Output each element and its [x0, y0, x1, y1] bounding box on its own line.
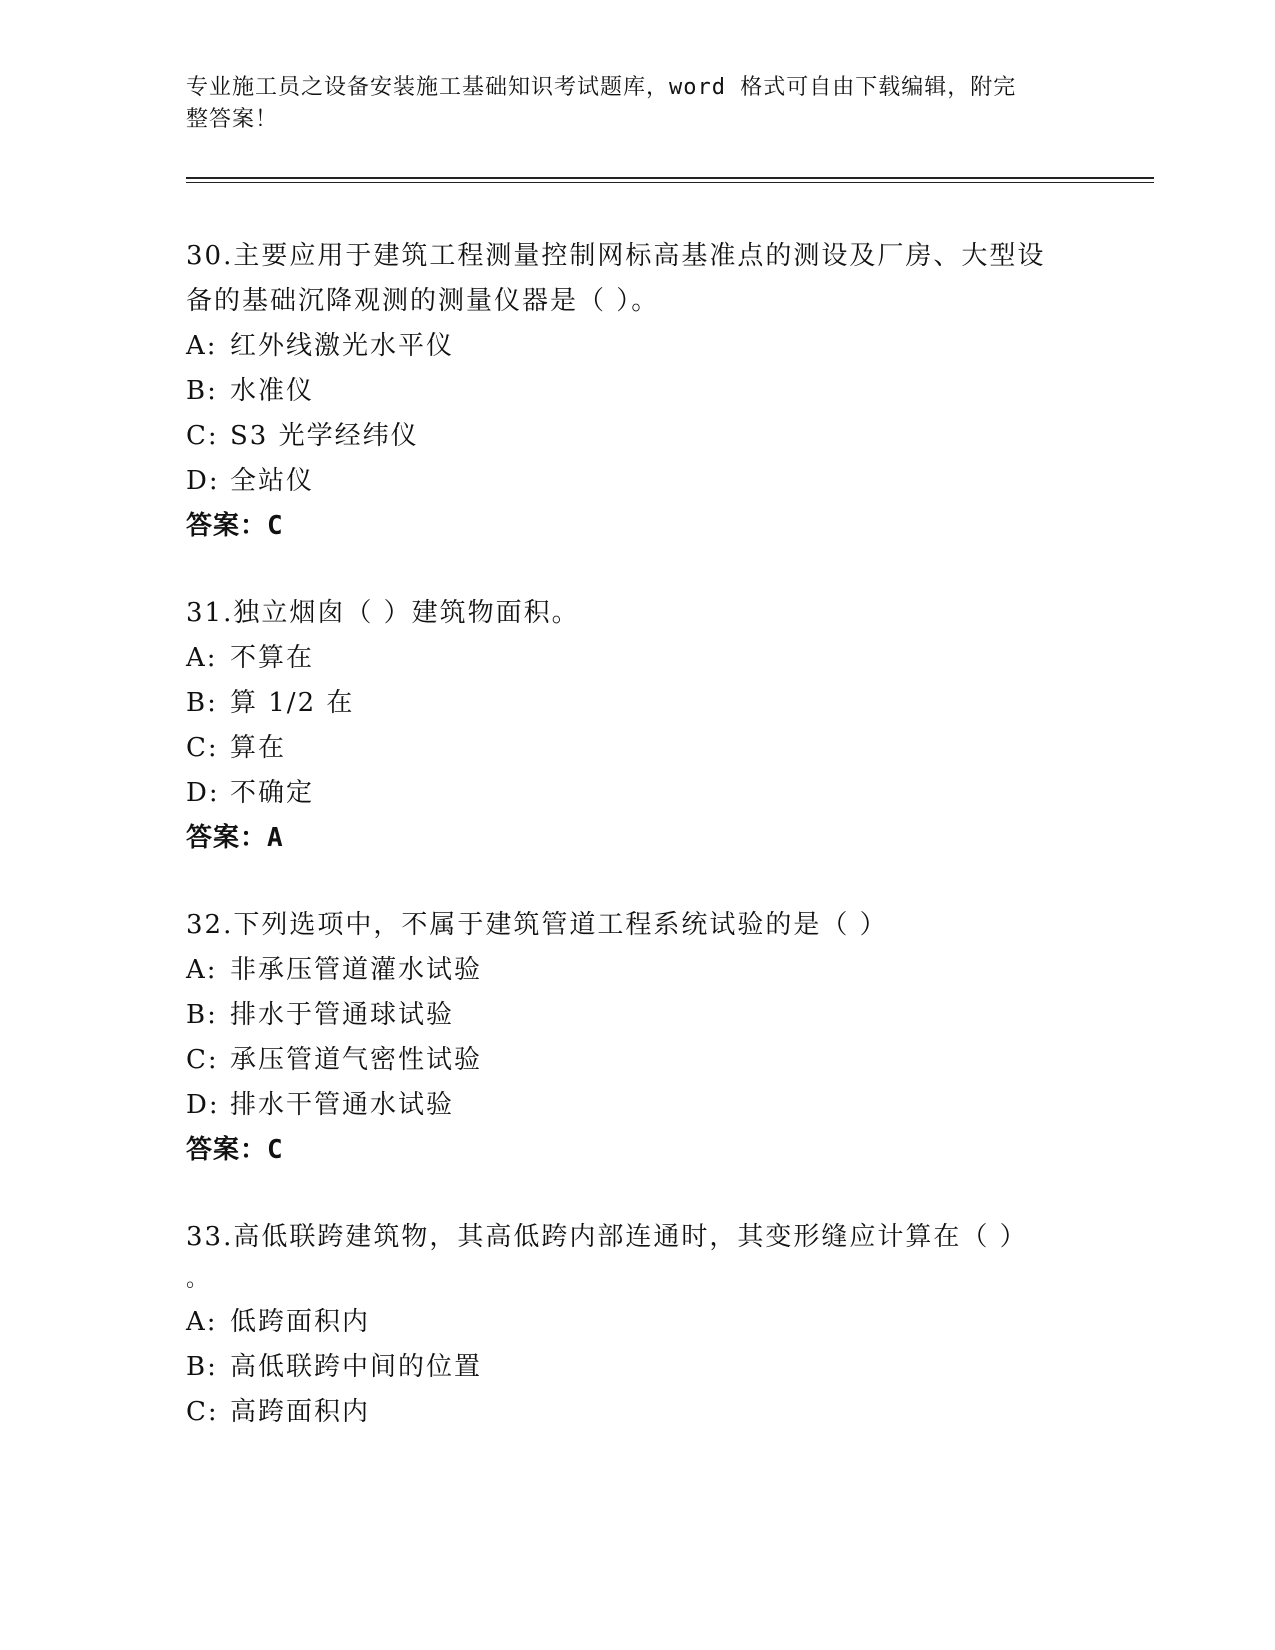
option-b	[186, 1345, 1086, 1390]
question-32	[186, 903, 1086, 1173]
option-c	[186, 1038, 1086, 1083]
option-text: 高低联跨中间的位置	[230, 1352, 483, 1382]
header-divider-top	[186, 177, 1154, 179]
question-30	[186, 234, 1086, 549]
header-divider-bottom	[186, 182, 1154, 183]
option-letter: B:	[186, 688, 218, 718]
question-33	[186, 1215, 1086, 1435]
answer-value: A	[267, 823, 284, 853]
answer-value: C	[267, 511, 284, 541]
option-letter: A:	[186, 643, 218, 673]
option-b	[186, 993, 1086, 1038]
option-d	[186, 771, 1086, 816]
option-letter: C:	[186, 421, 219, 451]
question-stem: 30.主要应用于建筑工程测量控制网标高基准点的测设及厂房、大型设	[186, 241, 1046, 271]
option-d	[186, 1083, 1086, 1128]
option-letter: A:	[186, 1307, 218, 1337]
option-letter: B:	[186, 1352, 218, 1382]
option-text: 不算在	[230, 643, 315, 673]
answer-line	[186, 816, 1086, 861]
option-a	[186, 636, 1086, 681]
option-text: 算 1/2 在	[230, 688, 355, 718]
option-letter: D:	[186, 466, 220, 496]
option-b	[186, 681, 1086, 726]
option-b	[186, 369, 1086, 414]
answer-label: 答案：	[186, 511, 268, 541]
question-stem: 32.下列选项中，不属于建筑管道工程系统试验的是（ ）	[186, 910, 888, 940]
option-a	[186, 324, 1086, 369]
answer-label: 答案：	[186, 823, 268, 853]
option-c	[186, 414, 1086, 459]
question-stem: 31.独立烟囱（ ）建筑物面积。	[186, 598, 580, 628]
option-text: 承压管道气密性试验	[230, 1045, 483, 1075]
option-text: 排水干管通水试验	[230, 1090, 455, 1120]
option-d	[186, 459, 1086, 504]
option-a	[186, 948, 1086, 993]
option-text: 红外线激光水平仪	[230, 331, 455, 361]
option-c	[186, 1390, 1086, 1435]
option-text: 高跨面积内	[230, 1397, 371, 1427]
option-c	[186, 726, 1086, 771]
answer-label: 答案：	[186, 1135, 268, 1165]
option-letter: C:	[186, 1045, 219, 1075]
answer-line	[186, 504, 1086, 549]
question-31	[186, 591, 1086, 861]
answer-value: C	[267, 1135, 284, 1165]
option-text: 算在	[230, 733, 287, 763]
option-text: 排水于管通球试验	[230, 1000, 455, 1030]
option-text: S3 光学经纬仪	[230, 421, 419, 451]
option-letter: A:	[186, 331, 218, 361]
option-letter: A:	[186, 955, 218, 985]
option-letter: B:	[186, 376, 218, 406]
option-text: 水准仪	[230, 376, 315, 406]
option-text: 全站仪	[230, 466, 315, 496]
question-list	[186, 234, 1086, 1477]
option-letter: B:	[186, 1000, 218, 1030]
option-letter: D:	[186, 778, 220, 808]
option-text: 不确定	[230, 778, 315, 808]
option-letter: C:	[186, 1397, 219, 1427]
question-stem-period: 。	[186, 1267, 209, 1292]
question-stem-continued: 备的基础沉降观测的测量仪器是（ ）。	[186, 286, 660, 316]
header-line-2: 整答案！	[186, 107, 279, 132]
option-a	[186, 1300, 1086, 1345]
option-letter: C:	[186, 733, 219, 763]
question-stem: 33.高低联跨建筑物，其高低跨内部连通时，其变形缝应计算在（ ）	[186, 1222, 1028, 1252]
answer-line	[186, 1128, 1086, 1173]
header-line-1: 专业施工员之设备安装施工基础知识考试题库，word 格式可自由下载编辑，附完	[186, 75, 1017, 100]
option-letter: D:	[186, 1090, 220, 1120]
option-text: 低跨面积内	[230, 1307, 371, 1337]
document-header	[186, 72, 1066, 136]
option-text: 非承压管道灌水试验	[230, 955, 483, 985]
